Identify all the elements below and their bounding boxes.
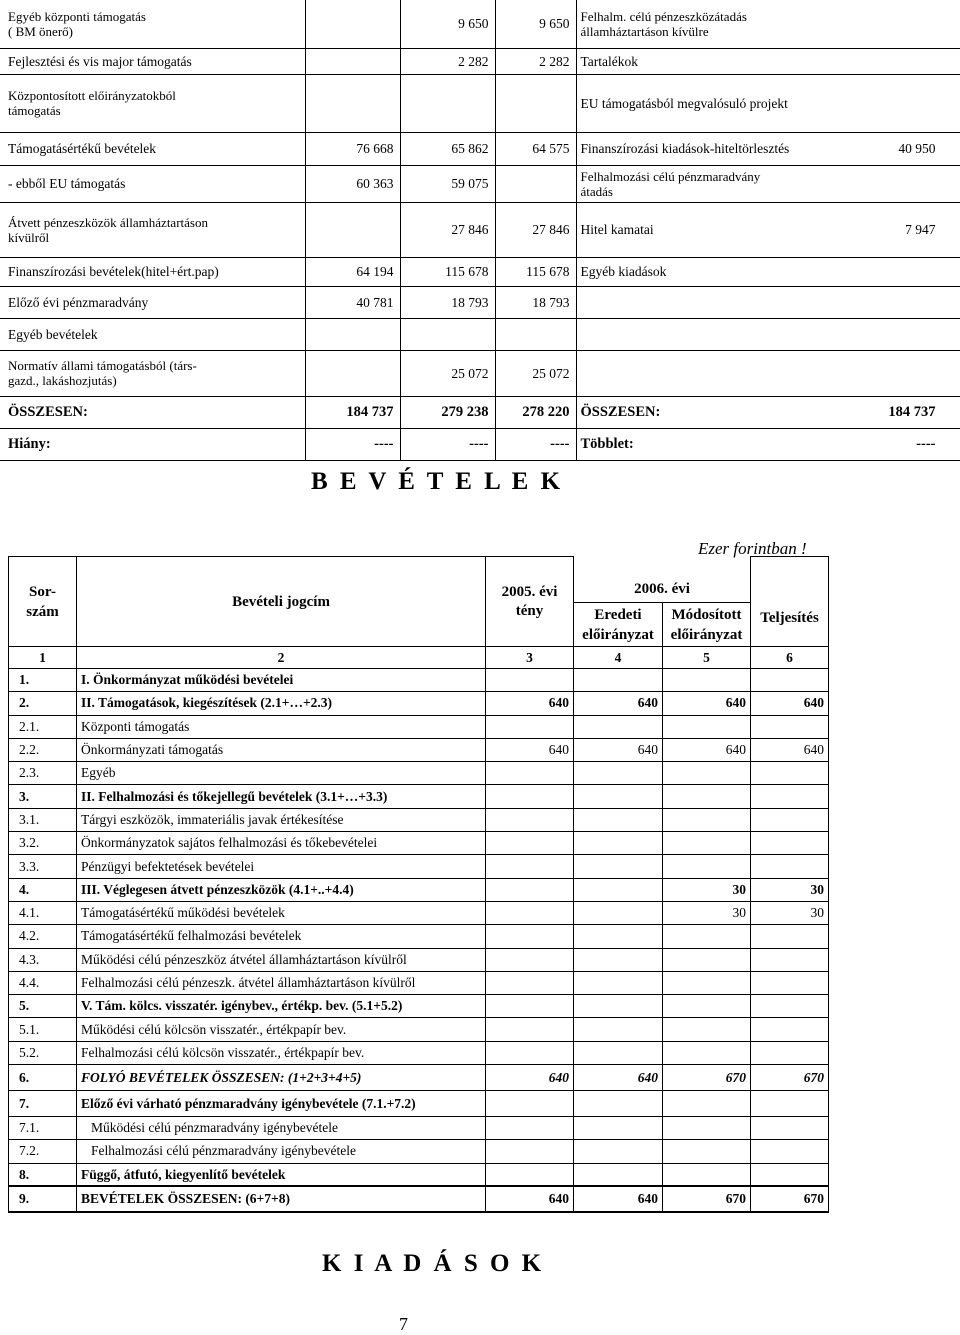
row-label: III. Véglegesen átvett pénzeszközök (4.1+..+4.4) — [77, 878, 486, 901]
row-value-teljesites: 670 — [751, 1186, 829, 1212]
summary-value: 65 862 — [400, 132, 495, 165]
row-label: Működési célú pénzeszköz átvétel államháztartáson kívülről — [77, 948, 486, 971]
row-label: Előző évi várható pénzmaradvány igénybevétele (7.1.+7.2) — [77, 1091, 486, 1117]
row-number: 5. — [9, 995, 77, 1018]
row-number: 1. — [9, 669, 77, 692]
row-number: 8. — [9, 1163, 77, 1186]
row-value-teny — [486, 669, 574, 692]
row-value-teny — [486, 878, 574, 901]
row-label: II. Felhalmozási és tőkejellegű bevételek (3.1+…+3.3) — [77, 785, 486, 808]
table-row — [9, 762, 829, 785]
row-number: 2.2. — [9, 738, 77, 761]
row-value-modositott — [663, 669, 751, 692]
row-value-modositott — [663, 832, 751, 855]
row-value-eredeti — [574, 1091, 663, 1117]
table-row — [9, 1140, 829, 1163]
summary-value: ---- — [495, 428, 576, 460]
row-value-teny — [486, 925, 574, 948]
row-number: 9. — [9, 1186, 77, 1212]
summary-label: Normatív állami támogatásból (társ- gazd., lakáshozjutás) — [0, 350, 305, 396]
row-value-teny: 640 — [486, 1065, 574, 1091]
row-value-modositott — [663, 971, 751, 994]
table-row — [9, 925, 829, 948]
summary-label: ÖSSZESEN: — [0, 396, 305, 428]
summary-value — [305, 350, 400, 396]
table-row — [9, 1041, 829, 1064]
summary-value: 64 194 — [305, 257, 400, 286]
summary-right-label: Többlet: — [576, 428, 880, 460]
row-value-eredeti — [574, 948, 663, 971]
summary-value — [495, 165, 576, 202]
summary-label: Előző évi pénzmaradvány — [0, 286, 305, 318]
row-value-modositott: 640 — [663, 738, 751, 761]
row-value-modositott: 30 — [663, 901, 751, 924]
bevetelek-heading: B E V É T E L E K — [311, 468, 564, 495]
col-number: 5 — [663, 647, 751, 669]
row-value-modositott — [663, 995, 751, 1018]
summary-value — [305, 48, 400, 74]
header-teljesites: Teljesítés — [751, 557, 829, 647]
row-value-teny — [486, 901, 574, 924]
summary-value — [305, 74, 400, 132]
row-number: 7.2. — [9, 1140, 77, 1163]
summary-label: Egyéb bevételek — [0, 318, 305, 350]
row-value-teljesites — [751, 1091, 829, 1117]
summary-label: Fejlesztési és vis major támogatás — [0, 48, 305, 74]
summary-label: Átvett pénzeszközök államháztartáson kívülről — [0, 202, 305, 257]
row-value-eredeti — [574, 808, 663, 831]
row-value-eredeti — [574, 1117, 663, 1140]
row-number: 4. — [9, 878, 77, 901]
summary-label: Finanszírozási bevételek(hitel+ért.pap) — [0, 257, 305, 286]
summary-value: 40 781 — [305, 286, 400, 318]
row-label: Önkormányzatok sajátos felhalmozási és tőkebevételei — [77, 832, 486, 855]
summary-right-value — [880, 350, 960, 396]
summary-right-label: ÖSSZESEN: — [576, 396, 880, 428]
row-label: I. Önkormányzat működési bevételei — [77, 669, 486, 692]
row-number: 2.1. — [9, 715, 77, 738]
row-value-teljesites: 670 — [751, 1065, 829, 1091]
row-value-modositott — [663, 1117, 751, 1140]
summary-value — [495, 318, 576, 350]
row-value-teljesites — [751, 948, 829, 971]
summary-value: 2 282 — [495, 48, 576, 74]
row-number: 7.1. — [9, 1117, 77, 1140]
summary-value — [305, 202, 400, 257]
row-value-teljesites — [751, 669, 829, 692]
row-value-teny — [486, 1018, 574, 1041]
row-number: 4.4. — [9, 971, 77, 994]
row-label: Felhalmozási célú pénzmaradvány igénybevétele — [77, 1140, 486, 1163]
summary-value: 2 282 — [400, 48, 495, 74]
row-value-teny: 640 — [486, 738, 574, 761]
row-value-teljesites — [751, 832, 829, 855]
summary-value: 279 238 — [400, 396, 495, 428]
summary-value: ---- — [305, 428, 400, 460]
table-row — [9, 1163, 829, 1186]
table-row — [9, 832, 829, 855]
summary-value — [400, 318, 495, 350]
summary-value — [495, 74, 576, 132]
summary-value: 60 363 — [305, 165, 400, 202]
summary-right-label: Egyéb kiadások — [576, 257, 880, 286]
summary-right-value — [880, 318, 960, 350]
row-value-eredeti — [574, 1163, 663, 1186]
header-teny: 2005. évi tény — [486, 557, 574, 647]
row-number: 3.2. — [9, 832, 77, 855]
row-value-eredeti — [574, 669, 663, 692]
row-value-teny — [486, 832, 574, 855]
col-number: 6 — [751, 647, 829, 669]
header-year: 2006. évi — [574, 577, 751, 603]
row-number: 4.3. — [9, 948, 77, 971]
row-value-eredeti — [574, 832, 663, 855]
row-label: Működési célú pénzmaradvány igénybevétele — [77, 1117, 486, 1140]
row-value-eredeti — [574, 925, 663, 948]
row-value-modositott — [663, 762, 751, 785]
summary-value: 184 737 — [305, 396, 400, 428]
table-row — [9, 785, 829, 808]
row-value-eredeti: 640 — [574, 1065, 663, 1091]
row-label: Működési célú kölcsön visszatér., értékpapír bev. — [77, 1018, 486, 1041]
summary-right-value: 184 737 — [880, 396, 960, 428]
row-value-eredeti — [574, 878, 663, 901]
row-value-teny — [486, 1163, 574, 1186]
summary-right-label: EU támogatásból megvalósuló projekt — [576, 74, 880, 132]
row-value-teljesites — [751, 1041, 829, 1064]
summary-value — [305, 318, 400, 350]
row-value-eredeti — [574, 901, 663, 924]
table-row — [9, 878, 829, 901]
row-number: 3.3. — [9, 855, 77, 878]
row-value-teny — [486, 762, 574, 785]
summary-value: 278 220 — [495, 396, 576, 428]
row-value-eredeti: 640 — [574, 692, 663, 715]
row-value-eredeti — [574, 971, 663, 994]
table-row — [9, 738, 829, 761]
row-number: 6. — [9, 1065, 77, 1091]
row-label: II. Támogatások, kiegészítések (2.1+…+2.3) — [77, 692, 486, 715]
row-value-modositott — [663, 808, 751, 831]
row-value-modositott: 640 — [663, 692, 751, 715]
table-row — [9, 1117, 829, 1140]
summary-right-value — [880, 286, 960, 318]
summary-label: Hiány: — [0, 428, 305, 460]
summary-right-label — [576, 350, 880, 396]
summary-right-label: Felhalmozási célú pénzmaradvány átadás — [576, 165, 880, 202]
row-value-modositott: 670 — [663, 1186, 751, 1212]
table-row — [9, 1065, 829, 1091]
row-value-teljesites — [751, 1163, 829, 1186]
row-label: Függő, átfutó, kiegyenlítő bevételek — [77, 1163, 486, 1186]
row-value-teny — [486, 971, 574, 994]
table-row — [9, 901, 829, 924]
row-value-teny — [486, 948, 574, 971]
summary-value: 27 846 — [400, 202, 495, 257]
row-value-teljesites — [751, 1018, 829, 1041]
row-value-teljesites — [751, 762, 829, 785]
summary-value: 18 793 — [400, 286, 495, 318]
summary-label: Központosított előirányzatokból támogatás — [0, 74, 305, 132]
table-row — [9, 669, 829, 692]
revenue-table — [8, 556, 829, 1213]
summary-right-label: Hitel kamatai — [576, 202, 880, 257]
row-value-teljesites: 30 — [751, 878, 829, 901]
row-value-teljesites — [751, 971, 829, 994]
summary-value: 64 575 — [495, 132, 576, 165]
col-number: 3 — [486, 647, 574, 669]
row-number: 7. — [9, 1091, 77, 1117]
row-number: 4.2. — [9, 925, 77, 948]
row-value-modositott — [663, 715, 751, 738]
summary-value: 59 075 — [400, 165, 495, 202]
summary-right-value: 40 950 — [880, 132, 960, 165]
row-value-teljesites — [751, 995, 829, 1018]
row-value-modositott — [663, 948, 751, 971]
summary-value: 76 668 — [305, 132, 400, 165]
row-label: Pénzügyi befektetések bevételei — [77, 855, 486, 878]
page-number: 7 — [399, 1314, 408, 1334]
row-value-modositott — [663, 855, 751, 878]
summary-value: 25 072 — [400, 350, 495, 396]
summary-right-value — [880, 0, 960, 48]
row-label: FOLYÓ BEVÉTELEK ÖSSZESEN: (1+2+3+4+5) — [77, 1065, 486, 1091]
row-value-eredeti — [574, 1018, 663, 1041]
row-value-teny — [486, 715, 574, 738]
kiadasok-heading: K I A D Á S O K — [322, 1250, 545, 1277]
header-modositott: Módosított előirányzat — [663, 603, 751, 647]
row-value-teljesites — [751, 1140, 829, 1163]
row-value-teljesites — [751, 715, 829, 738]
row-label: Központi támogatás — [77, 715, 486, 738]
table-row — [9, 855, 829, 878]
summary-right-value: ---- — [880, 428, 960, 460]
row-value-eredeti — [574, 715, 663, 738]
row-value-teljesites: 640 — [751, 692, 829, 715]
row-value-modositott: 30 — [663, 878, 751, 901]
row-label: Támogatásértékű felhalmozási bevételek — [77, 925, 486, 948]
summary-label: Támogatásértékű bevételek — [0, 132, 305, 165]
row-number: 2. — [9, 692, 77, 715]
row-value-eredeti — [574, 762, 663, 785]
row-value-teljesites — [751, 808, 829, 831]
summary-right-value — [880, 165, 960, 202]
table-row — [9, 1186, 829, 1212]
row-value-modositott — [663, 925, 751, 948]
row-value-eredeti: 640 — [574, 1186, 663, 1212]
summary-value — [400, 74, 495, 132]
row-value-eredeti — [574, 995, 663, 1018]
row-value-teljesites — [751, 855, 829, 878]
row-value-teny — [486, 1091, 574, 1117]
summary-value: 18 793 — [495, 286, 576, 318]
row-value-teljesites — [751, 785, 829, 808]
header-jogcim: Bevételi jogcím — [77, 557, 486, 647]
row-label: Felhalmozási célú kölcsön visszatér., értékpapír bev. — [77, 1041, 486, 1064]
table-row — [9, 995, 829, 1018]
row-value-eredeti — [574, 1140, 663, 1163]
row-value-teny — [486, 785, 574, 808]
row-label: Önkormányzati támogatás — [77, 738, 486, 761]
row-value-eredeti — [574, 785, 663, 808]
row-label: Egyéb — [77, 762, 486, 785]
summary-right-value — [880, 257, 960, 286]
summary-value — [305, 0, 400, 48]
row-value-teljesites — [751, 925, 829, 948]
summary-value: ---- — [400, 428, 495, 460]
summary-value: 115 678 — [400, 257, 495, 286]
summary-right-value — [880, 74, 960, 132]
summary-right-label: Finanszírozási kiadások-hiteltörlesztés — [576, 132, 880, 165]
row-value-teny: 640 — [486, 1186, 574, 1212]
table-row — [9, 1018, 829, 1041]
header-eredeti: Eredeti előirányzat — [574, 603, 663, 647]
row-value-teny — [486, 1041, 574, 1064]
summary-value: 9 650 — [400, 0, 495, 48]
row-value-teny — [486, 808, 574, 831]
row-number: 2.3. — [9, 762, 77, 785]
row-number: 5.1. — [9, 1018, 77, 1041]
row-label: Tárgyi eszközök, immateriális javak értékesítése — [77, 808, 486, 831]
summary-right-label — [576, 318, 880, 350]
table-row — [9, 1091, 829, 1117]
summary-right-label: Felhalm. célú pénzeszközátadás államháztartáson kívülre — [576, 0, 880, 48]
row-value-teny — [486, 1117, 574, 1140]
row-value-teny — [486, 1140, 574, 1163]
row-number: 3.1. — [9, 808, 77, 831]
row-value-teny: 640 — [486, 692, 574, 715]
table-row — [9, 948, 829, 971]
row-label: BEVÉTELEK ÖSSZESEN: (6+7+8) — [77, 1186, 486, 1212]
col-number: 4 — [574, 647, 663, 669]
row-number: 5.2. — [9, 1041, 77, 1064]
summary-right-value: 7 947 — [880, 202, 960, 257]
row-value-eredeti: 640 — [574, 738, 663, 761]
summary-table — [0, 0, 960, 461]
summary-label: Egyéb központi támogatás ( BM önerő) — [0, 0, 305, 48]
table-row — [9, 715, 829, 738]
row-label: Felhalmozási célú pénzeszk. átvétel államháztartáson kívülről — [77, 971, 486, 994]
row-value-eredeti — [574, 1041, 663, 1064]
row-value-teljesites: 640 — [751, 738, 829, 761]
table-row — [9, 808, 829, 831]
row-value-modositott — [663, 1140, 751, 1163]
summary-value: 25 072 — [495, 350, 576, 396]
row-value-modositott — [663, 1018, 751, 1041]
row-number: 4.1. — [9, 901, 77, 924]
row-value-modositott — [663, 1041, 751, 1064]
row-value-teny — [486, 855, 574, 878]
row-value-modositott: 670 — [663, 1065, 751, 1091]
row-value-modositott — [663, 1091, 751, 1117]
summary-value: 115 678 — [495, 257, 576, 286]
table-row — [9, 692, 829, 715]
row-value-teljesites: 30 — [751, 901, 829, 924]
unit-note: Ezer forintban ! — [698, 539, 807, 558]
summary-right-label: Tartalékok — [576, 48, 880, 74]
summary-value: 27 846 — [495, 202, 576, 257]
row-value-eredeti — [574, 855, 663, 878]
col-number: 1 — [9, 647, 77, 669]
table-row — [9, 971, 829, 994]
col-number: 2 — [77, 647, 486, 669]
summary-right-value — [880, 48, 960, 74]
summary-value: 9 650 — [495, 0, 576, 48]
row-value-teljesites — [751, 1117, 829, 1140]
row-number: 3. — [9, 785, 77, 808]
row-value-teny — [486, 995, 574, 1018]
row-value-modositott — [663, 1163, 751, 1186]
row-value-modositott — [663, 785, 751, 808]
row-label: V. Tám. kölcs. visszatér. igénybev., értékp. bev. (5.1+5.2) — [77, 995, 486, 1018]
row-label: Támogatásértékű működési bevételek — [77, 901, 486, 924]
summary-label: - ebből EU támogatás — [0, 165, 305, 202]
header-sorszam: Sor- szám — [9, 557, 77, 647]
summary-right-label — [576, 286, 880, 318]
